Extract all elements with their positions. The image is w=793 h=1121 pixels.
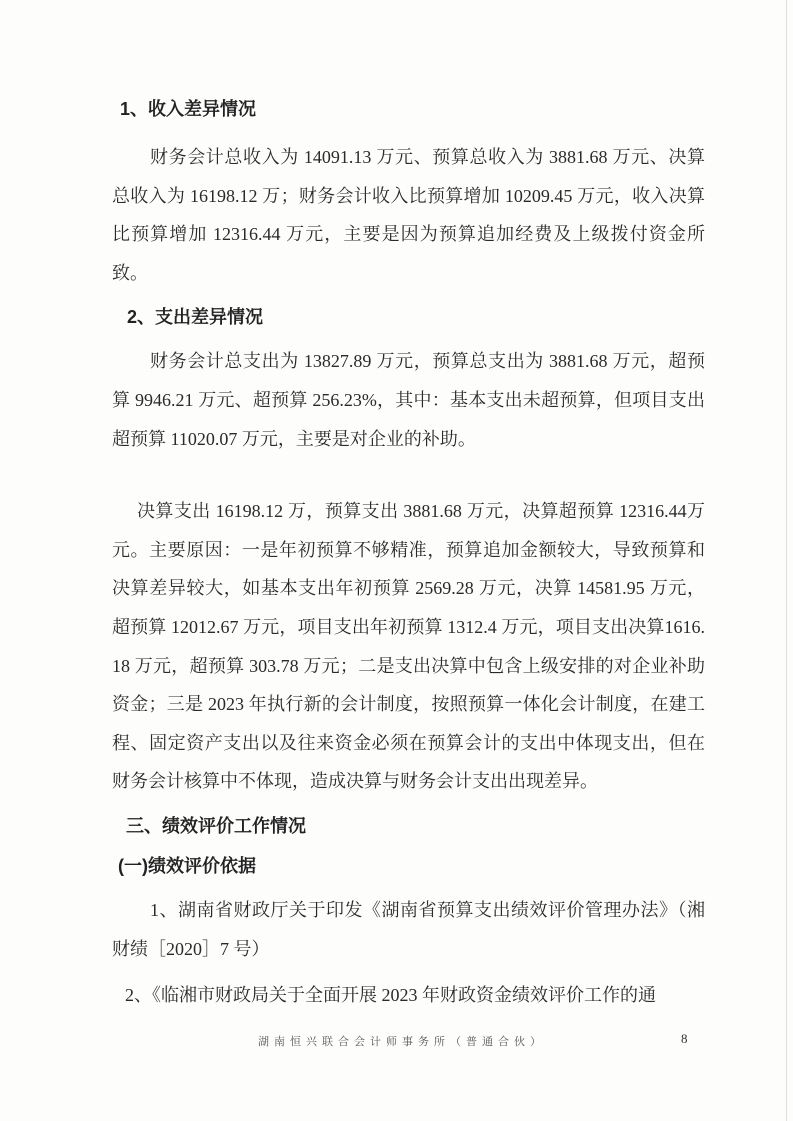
basis-item: 财绩［2020］7 号） — [112, 938, 270, 959]
paragraph-line: 致。 — [112, 262, 148, 283]
paragraph-line: 算比预算增加 12316.44 万元，主要是因为预算追加经费及上级拨付资金所 — [112, 185, 705, 245]
expense-heading: 2、支出差异情况 — [127, 307, 264, 328]
paragraph-line: 财务会计总收入为 14091.13 万元、预算总收入为 3881.68 万元、决算 — [150, 147, 705, 167]
basis-item-1 — [112, 891, 705, 968]
paragraph-line: 但在财务会计核算中不体现，造成决算与财务会计支出出现差异。 — [112, 732, 706, 792]
footer-firm-name: 湖南恒兴联合会计师事务所（普通合伙） — [258, 1035, 546, 1048]
paragraph-line: 1616.18 万元，超预算 303.78 万元；二是支出决算中包含上级安排的对企 — [112, 616, 705, 676]
paragraph-line: 和决算差异较大，如基本支出年初预算 2569.28 万元，决算 14581.95 万元， — [112, 539, 705, 599]
basis-item-2 — [112, 976, 705, 1015]
scan-edge — [786, 0, 787, 1121]
paragraph-line: 出超预算 11020.07 万元，主要是对企业的补助。 — [112, 389, 705, 449]
income-paragraph — [112, 138, 705, 292]
paragraph-line: 财务会计总支出为 13827.89 万元，预算总支出为 3881.68 万元，超预 — [150, 351, 705, 372]
expense-paragraph — [112, 342, 705, 458]
income-heading: 1、收入差异情况 — [120, 99, 257, 119]
page-number: 8 — [681, 1030, 688, 1046]
paragraph-line: 在建工程、固定资产支出以及往来资金必须在预算会计的支出中体现支出， — [112, 694, 706, 753]
final-account-paragraph — [112, 492, 705, 801]
basis-heading: (一)绩效评价依据 — [118, 855, 256, 876]
paragraph-line: 总收入为 16198.12 万；财务会计收入比预算增加 10209.45 万元，收入决 — [112, 185, 687, 206]
paragraph-line: 万元。主要原因：一是年初预算不够精准，预算追加金额较大，导致预算 — [112, 501, 706, 560]
performance-heading: 三、绩效评价工作情况 — [126, 815, 306, 836]
paragraph-line: 算 9946.21 万元、超预算 256.23%，其中：基本支出未超预算，但项目支 — [112, 389, 687, 410]
footer — [112, 1030, 705, 1057]
paragraph-line: 超预算 12012.67 万元，项目支出年初预算 1312.4 万元，项目支出决算 — [112, 616, 665, 637]
basis-item: 1、湖南省财政厅关于印发《湖南省预算支出绩效评价管理办法》（湘 — [150, 899, 705, 920]
paragraph-line: 业补助资金；三是 2023 年执行新的会计制度，按照预算一体化会计制度， — [112, 655, 706, 715]
basis-item: 2、《临湘市财政局关于全面开展 2023 年财政资金绩效评价工作的通 — [125, 985, 656, 1006]
paragraph-line: 决算支出 16198.12 万，预算支出 3881.68 万元，决算超预算 12316.44 — [137, 501, 687, 522]
